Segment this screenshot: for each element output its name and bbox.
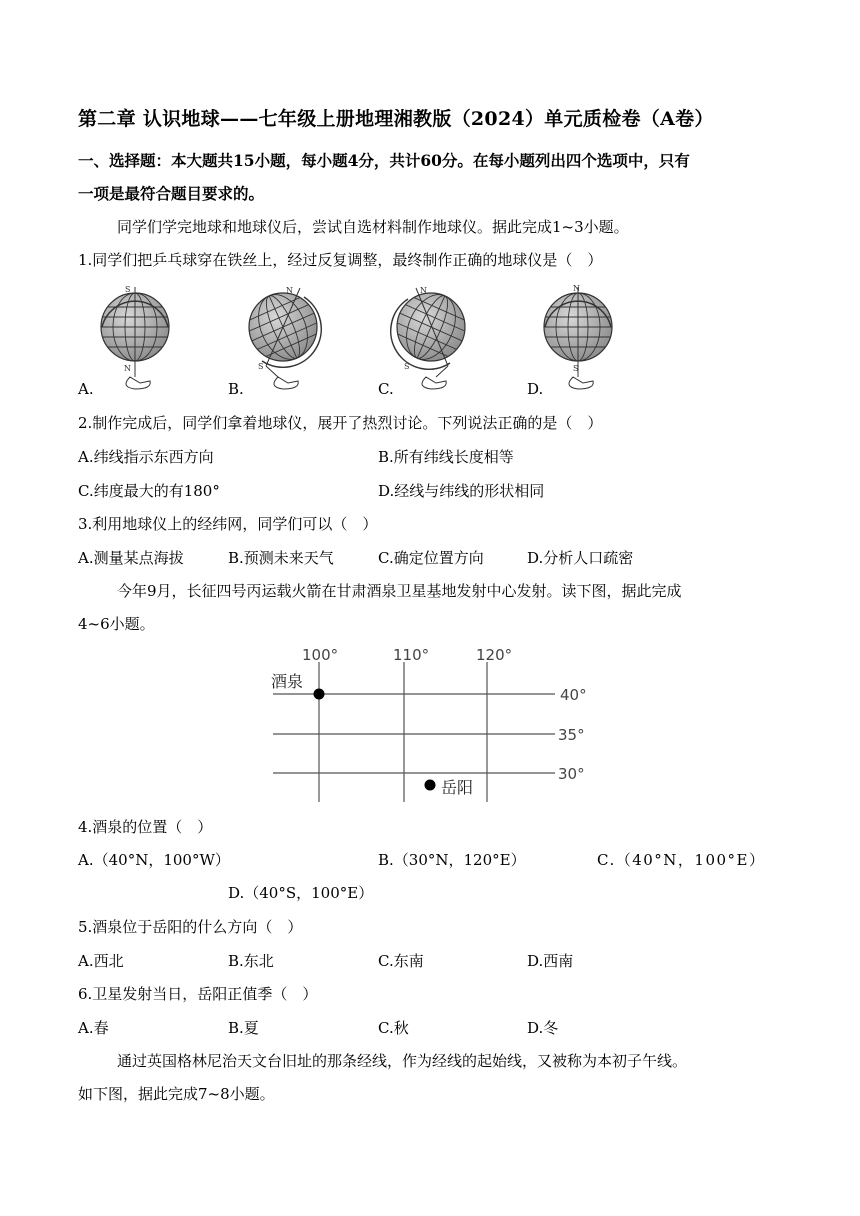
question-4-stem: 4.酒泉的位置（ ）	[78, 818, 213, 836]
intro-paragraph-2-line2: 4~6小题。	[78, 615, 155, 633]
question-4-option-d[interactable]: D.（40°S，100°E）	[228, 884, 374, 902]
intro-paragraph-1: 同学们学完地球和地球仪后，尝试自选材料制作地球仪。据此完成1~3小题。	[117, 218, 629, 236]
longitude-label-100: 100°	[302, 646, 339, 664]
question-3-option-d[interactable]: D.分析人口疏密	[527, 549, 634, 567]
globe-a-pole-bottom: N	[124, 364, 131, 373]
longitude-label-120: 120°	[476, 646, 513, 664]
latitude-label-35: 35°	[558, 726, 585, 744]
intro-paragraph-3-line2: 如下图，据此完成7~8小题。	[78, 1085, 275, 1103]
question-6-option-c[interactable]: C.秋	[378, 1019, 409, 1037]
globe-d-pole-bottom: S	[573, 364, 579, 373]
question-3-option-c[interactable]: C.确定位置方向	[378, 549, 484, 567]
globe-option-b-image	[238, 283, 328, 393]
question-6-option-a[interactable]: A.春	[78, 1019, 109, 1037]
question-2-option-b[interactable]: B.所有纬线长度相等	[378, 448, 514, 466]
globe-option-d-image	[533, 283, 623, 393]
question-6-option-d[interactable]: D.冬	[527, 1019, 559, 1037]
globe-d-pole-top: N	[573, 284, 580, 293]
question-5-stem: 5.酒泉位于岳阳的什么方向（ ）	[78, 918, 303, 936]
page-title: 第二章 认识地球——七年级上册地理湘教版（2024）单元质检卷（A卷）	[78, 108, 714, 130]
yueyang-label: 岳阳	[441, 778, 474, 797]
globe-option-c-image	[386, 283, 476, 393]
lat-lon-grid-map	[270, 640, 600, 810]
question-3-stem: 3.利用地球仪上的经纬网，同学们可以（ ）	[78, 515, 378, 533]
globe-a-pole-top: S	[125, 285, 131, 294]
question-3-option-b[interactable]: B.预测未来天气	[228, 549, 334, 567]
question-1-stem: 1.同学们把乒乓球穿在铁丝上，经过反复调整，最终制作正确的地球仪是（ ）	[78, 251, 603, 269]
question-5-option-c[interactable]: C.东南	[378, 952, 424, 970]
question-4-option-b[interactable]: B.（30°N，120°E）	[378, 851, 526, 869]
longitude-label-110: 110°	[393, 646, 430, 664]
section-heading-line2: 一项是最符合题目要求的。	[78, 184, 265, 203]
globe-option-a-image	[90, 283, 180, 393]
globe-b-pole-top: N	[286, 286, 293, 295]
question-1-option-b[interactable]: B.	[228, 380, 244, 398]
yueyang-marker	[425, 780, 436, 791]
latitude-label-40: 40°	[560, 686, 587, 704]
question-2-option-a[interactable]: A.纬线指示东西方向	[78, 448, 214, 466]
jiuquan-label: 酒泉	[271, 672, 304, 691]
question-1-option-a[interactable]: A.	[78, 380, 94, 398]
question-5-option-b[interactable]: B.东北	[228, 952, 274, 970]
question-2-option-c[interactable]: C.纬度最大的有180°	[78, 482, 220, 500]
latitude-label-30: 30°	[558, 765, 585, 783]
question-1-option-d[interactable]: D.	[527, 380, 544, 398]
question-1-option-c[interactable]: C.	[378, 380, 394, 398]
question-4-option-c[interactable]: C.（40°N，100°E）	[597, 851, 766, 869]
section-heading-line1: 一、选择题：本大题共15小题，每小题4分，共计60分。在每小题列出四个选项中，只有	[78, 151, 690, 170]
question-2-option-d[interactable]: D.经线与纬线的形状相同	[378, 482, 545, 500]
intro-paragraph-2-line1: 今年9月，长征四号丙运载火箭在甘肃酒泉卫星基地发射中心发射。读下图，据此完成	[117, 582, 682, 600]
question-5-option-a[interactable]: A.西北	[78, 952, 124, 970]
globe-c-pole-bottom: S	[404, 362, 410, 371]
question-3-option-a[interactable]: A.测量某点海拔	[78, 549, 184, 567]
question-6-stem: 6.卫星发射当日，岳阳正值季（ ）	[78, 985, 318, 1003]
intro-paragraph-3-line1: 通过英国格林尼治天文台旧址的那条经线，作为经线的起始线，又被称为本初子午线。	[117, 1052, 688, 1070]
question-2-stem: 2.制作完成后，同学们拿着地球仪，展开了热烈讨论。下列说法正确的是（ ）	[78, 414, 603, 432]
jiuquan-marker	[314, 689, 325, 700]
question-5-option-d[interactable]: D.西南	[527, 952, 574, 970]
globe-c-pole-top: N	[420, 286, 427, 295]
globe-b-pole-bottom: S	[258, 362, 264, 371]
question-6-option-b[interactable]: B.夏	[228, 1019, 259, 1037]
question-4-option-a[interactable]: A.（40°N，100°W）	[78, 851, 230, 869]
